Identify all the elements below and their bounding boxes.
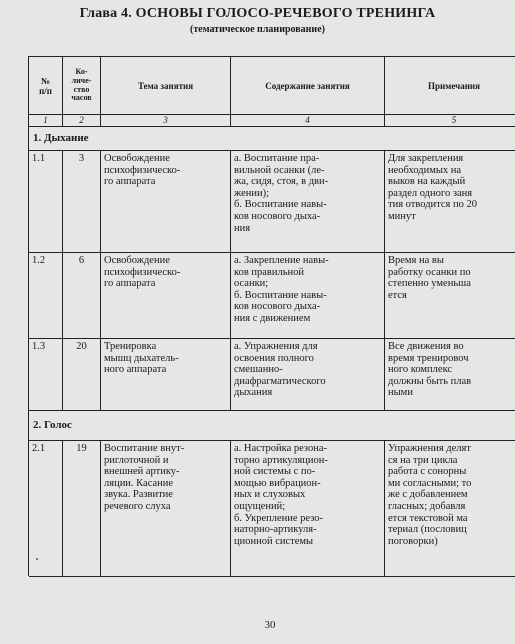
- row-hours: 19: [63, 441, 101, 577]
- row-notes: Время на вы работку осанки по степенно уменьша ется: [385, 253, 515, 339]
- header-notes: Примечания: [385, 57, 515, 115]
- row-number: 1.2: [29, 253, 63, 339]
- row-content: а. Настройка резона- торно артикуляцион- ной системы с по- мощью вибрацион- ных и слуховых ощущений; б. Укрепление резо- наторно-артикуля- ционной системы: [231, 441, 385, 577]
- row-notes: Для закрепления необходимых на выков на каждый раздел одного заня тия отводится по 20 минут: [385, 151, 515, 253]
- section-title: 1. Дыхание: [29, 127, 515, 151]
- planning-table: [28, 56, 515, 576]
- column-number: 4: [231, 115, 385, 127]
- row-number: 2.1: [29, 441, 63, 577]
- row-notes: Все движения во время тренировоч ного комплекс должны быть плав ными: [385, 339, 515, 411]
- row-topic: Тренировка мышц дыхатель- ного аппарата: [101, 339, 231, 411]
- page-title: Глава 4. ОСНОВЫ ГОЛОСО-РЕЧЕВОГО ТРЕНИНГА: [79, 6, 436, 21]
- scan-speck: [36, 558, 38, 560]
- page-subtitle: (тематическое планирование): [190, 24, 325, 35]
- column-number: 1: [29, 115, 63, 127]
- row-number: 1.3: [29, 339, 63, 411]
- page-number: 30: [264, 619, 276, 631]
- row-content: а. Закрепление навы- ков правильной осанки; б. Воспитание навы- ков носового дыха- ния с движением: [231, 253, 385, 339]
- row-hours: 20: [63, 339, 101, 411]
- column-number: 5: [385, 115, 515, 127]
- row-topic: Освобождение психофизическо- го аппарата: [101, 253, 231, 339]
- header-number: № п/п: [29, 57, 63, 115]
- row-topic: Воспитание внут- риглоточной и внешней артику- ляции. Касание звука. Развитие речевого слуха: [101, 441, 231, 577]
- row-content: а. Воспитание пра- вильной осанки (ле- жа, сидя, стоя, в дви- жении); б. Воспитание навы- ков носового дыха- ния: [231, 151, 385, 253]
- column-number: 2: [63, 115, 101, 127]
- column-number: 3: [101, 115, 231, 127]
- row-content: а. Упражнения для освоения полного смешанно- диафрагматического дыхания: [231, 339, 385, 411]
- header-hours: Ко- личе- ство часов: [63, 57, 101, 115]
- row-hours: 3: [63, 151, 101, 253]
- section-title: 2. Голос: [29, 411, 515, 441]
- header-content: Содержание занятия: [231, 57, 385, 115]
- header-topic: Тема занятия: [101, 57, 231, 115]
- row-notes: Упражнения делят ся на три цикла работа с сонорны ми согласными; то же с добавлением гласных; добавля ется текстовой ма териал (пословиц поговорки): [385, 441, 515, 577]
- row-topic: Освобождение психофизическо- го аппарата: [101, 151, 231, 253]
- row-number: 1.1: [29, 151, 63, 253]
- row-hours: 6: [63, 253, 101, 339]
